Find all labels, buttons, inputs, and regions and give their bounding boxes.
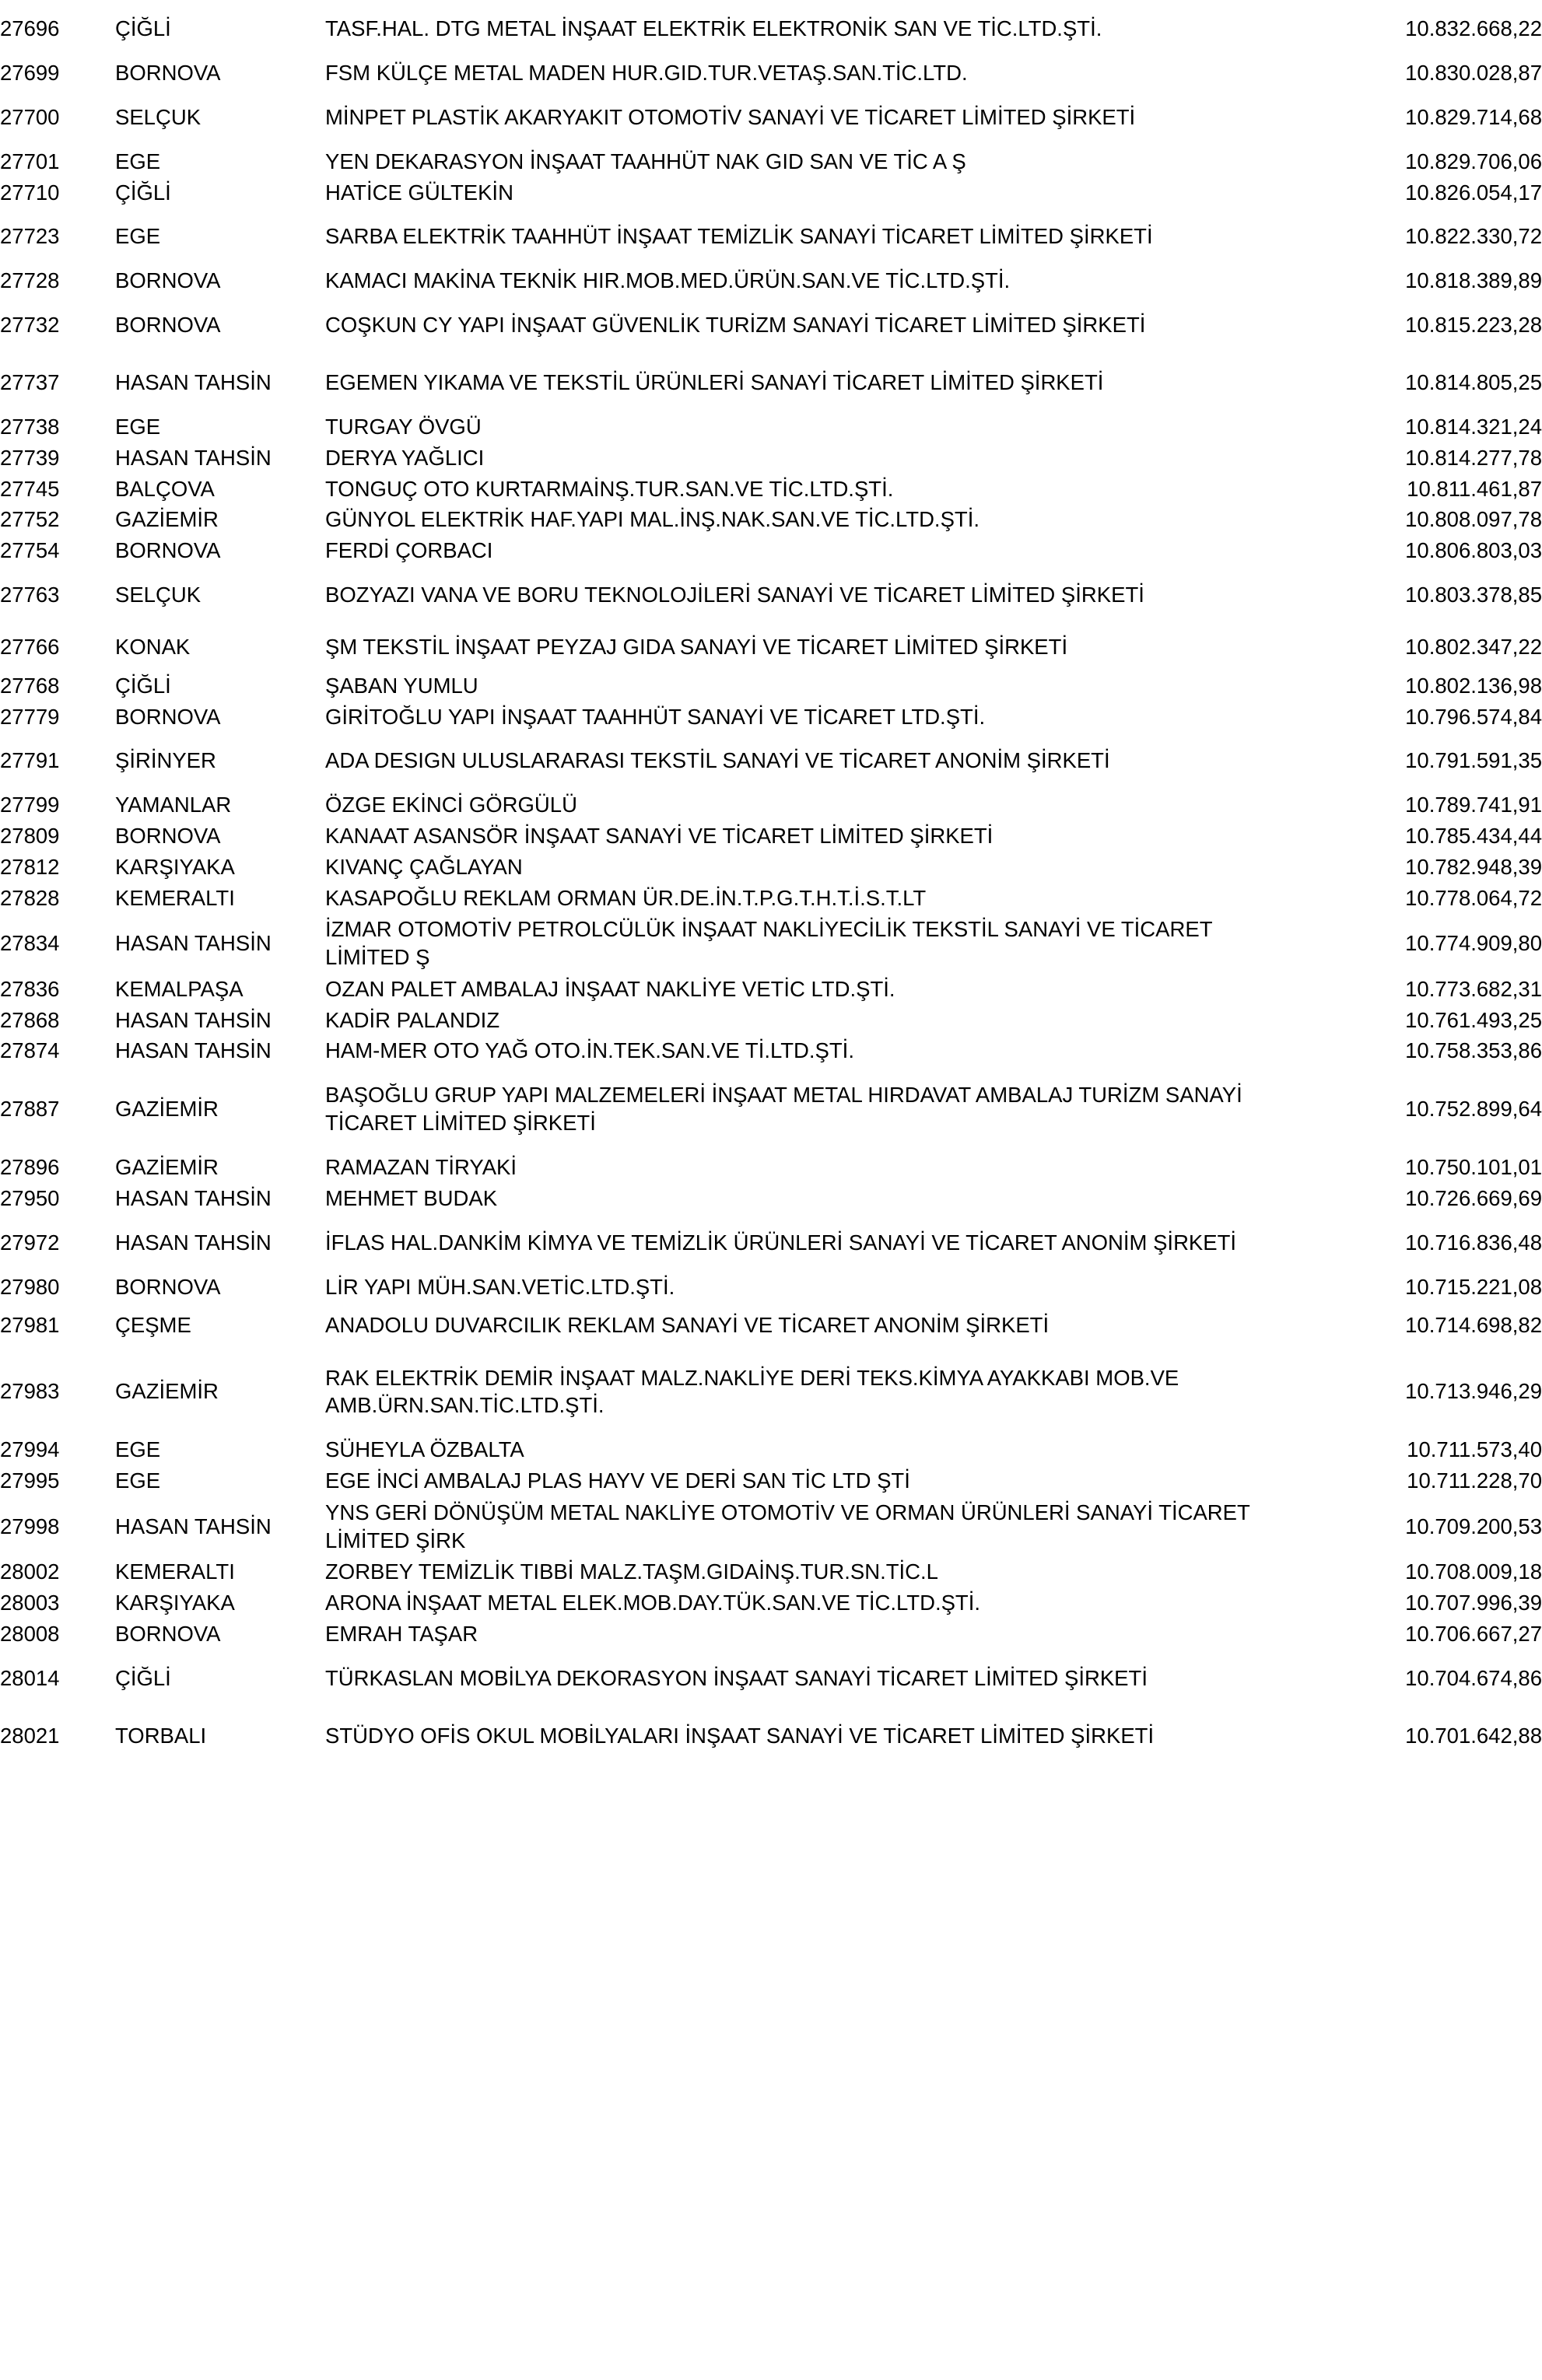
row-sequence-number: 27739: [0, 445, 60, 470]
row-amount: 10.802.347,22: [1405, 634, 1542, 659]
row-tax-office: BORNOVA: [115, 704, 221, 729]
row-taxpayer-title: [325, 974, 1278, 1005]
row-tax-office: TORBALI: [115, 1723, 207, 1748]
row-taxpayer-title: [325, 296, 1278, 354]
table-row: [0, 913, 1542, 974]
row-sequence-number: 27809: [0, 824, 60, 848]
row-taxpayer-title: [325, 504, 1278, 535]
table-row: [0, 1465, 1542, 1496]
taxpayer-title-text: KANAAT ASANSÖR İNŞAAT SANAYİ VE TİCARET LİMİTED ŞİRKETİ: [325, 824, 994, 848]
row-amount: 10.709.200,53: [1405, 1514, 1542, 1538]
row-taxpayer-title: [325, 732, 1278, 789]
row-tax-office: HASAN TAHSİN: [115, 1038, 272, 1063]
row-amount: 10.829.706,06: [1405, 149, 1542, 173]
row-taxpayer-title: [325, 670, 1278, 702]
row-tax-office: ÇİĞLİ: [115, 16, 171, 41]
row-sequence-number: 27998: [0, 1514, 60, 1538]
row-tax-office: SELÇUK: [115, 104, 202, 129]
row-tax-office: HASAN TAHSİN: [115, 1007, 272, 1032]
table-row: [0, 883, 1542, 914]
row-taxpayer-title: [325, 265, 1278, 296]
taxpayer-title-text: ÖZGE EKİNCİ GÖRGÜLÜ: [325, 793, 577, 817]
row-sequence-number: 27732: [0, 313, 60, 338]
taxpayer-title-text: EMRAH TAŞAR: [325, 1621, 478, 1646]
table-row: [0, 208, 1542, 265]
table-row: [0, 1302, 1542, 1349]
row-sequence-number: 27981: [0, 1313, 60, 1338]
table-row: [0, 265, 1542, 296]
row-tax-office: ÇİĞLİ: [115, 673, 171, 698]
row-taxpayer-title: [325, 1152, 1278, 1183]
row-taxpayer-title: [325, 1302, 1278, 1349]
table-row: [0, 0, 1542, 58]
row-sequence-number: 27799: [0, 793, 60, 817]
table-row: [0, 296, 1542, 354]
row-amount: 10.822.330,72: [1405, 224, 1542, 249]
row-amount: 10.774.909,80: [1405, 931, 1542, 956]
row-sequence-number: 28008: [0, 1621, 60, 1646]
table-row: [0, 1035, 1542, 1066]
row-tax-office: KARŞIYAKA: [115, 1591, 235, 1615]
row-amount: 10.791.591,35: [1405, 748, 1542, 773]
taxpayer-title-text: RAMAZAN TİRYAKİ: [325, 1155, 517, 1179]
row-taxpayer-title: [325, 1587, 1278, 1619]
taxpayer-title-text: BAŞOĞLU GRUP YAPI MALZEMELERİ İNŞAAT METAL HIRDAVAT AMBALAJ TURİZM SANAYİ TİCARET LİMİTED ŞİRKETİ: [325, 1083, 1242, 1135]
taxpayer-title-text: TURGAY ÖVGÜ: [325, 415, 482, 439]
table-row: [0, 1434, 1542, 1465]
table-row: [0, 1005, 1542, 1036]
row-amount: 10.782.948,39: [1405, 854, 1542, 879]
row-amount: 10.750.101,01: [1405, 1155, 1542, 1179]
table-row: [0, 702, 1542, 733]
row-amount: 10.796.574,84: [1405, 704, 1542, 729]
row-taxpayer-title: [325, 1434, 1278, 1465]
row-amount: 10.711.228,70: [1407, 1468, 1542, 1493]
row-amount: 10.829.714,68: [1405, 104, 1542, 129]
row-taxpayer-title: [325, 852, 1278, 883]
table-row: [0, 852, 1542, 883]
row-amount: 10.811.461,87: [1407, 476, 1542, 501]
table-row: [0, 821, 1542, 852]
row-taxpayer-title: [325, 58, 1278, 89]
row-taxpayer-title: [325, 89, 1278, 146]
row-sequence-number: 27791: [0, 748, 60, 773]
taxpayer-title-text: BOZYAZI VANA VE BORU TEKNOLOJİLERİ SANAYİ VE TİCARET LİMİTED ŞİRKETİ: [325, 582, 1144, 607]
taxpayer-title-text: TASF.HAL. DTG METAL İNŞAAT ELEKTRİK ELEKTRONİK SAN VE TİC.LTD.ŞTİ.: [325, 16, 1102, 41]
row-tax-office: BORNOVA: [115, 61, 221, 85]
row-taxpayer-title: [325, 566, 1278, 624]
row-amount: 10.808.097,78: [1405, 507, 1542, 532]
row-tax-office: YAMANLAR: [115, 793, 232, 817]
taxpayer-title-text: GİRİTOĞLU YAPI İNŞAAT TAAHHÜT SANAYİ VE TİCARET LTD.ŞTİ.: [325, 704, 986, 729]
row-tax-office: ŞİRİNYER: [115, 748, 216, 773]
row-amount: 10.761.493,25: [1405, 1007, 1542, 1032]
taxpayer-title-text: OZAN PALET AMBALAJ İNŞAAT NAKLİYE VETİC LTD.ŞTİ.: [325, 976, 895, 1001]
row-tax-office: HASAN TAHSİN: [115, 1514, 272, 1538]
row-taxpayer-title: [325, 1214, 1278, 1272]
table-row: [0, 1152, 1542, 1183]
row-tax-office: ÇİĞLİ: [115, 180, 171, 205]
row-tax-office: KEMERALTI: [115, 885, 235, 910]
row-taxpayer-title: [325, 146, 1278, 177]
row-sequence-number: 27728: [0, 268, 60, 293]
table-row: [0, 89, 1542, 146]
row-amount: 10.785.434,44: [1405, 824, 1542, 848]
row-sequence-number: 27766: [0, 634, 60, 659]
taxpayer-title-text: KASAPOĞLU REKLAM ORMAN ÜR.DE.İN.T.P.G.T.H.T.İ.S.T.LT: [325, 885, 927, 910]
table-row: [0, 624, 1542, 670]
row-amount: 10.713.946,29: [1405, 1379, 1542, 1404]
row-tax-office: HASAN TAHSİN: [115, 931, 272, 956]
row-amount: 10.711.573,40: [1407, 1437, 1542, 1462]
row-taxpayer-title: [325, 354, 1278, 411]
row-taxpayer-title: [325, 883, 1278, 914]
row-tax-office: HASAN TAHSİN: [115, 370, 272, 395]
row-sequence-number: 27896: [0, 1155, 60, 1179]
taxpayer-title-text: SÜHEYLA ÖZBALTA: [325, 1437, 524, 1462]
row-sequence-number: 27710: [0, 180, 60, 205]
table-row: [0, 443, 1542, 474]
row-taxpayer-title: [325, 821, 1278, 852]
table-row: [0, 354, 1542, 411]
row-tax-office: GAZİEMİR: [115, 507, 219, 532]
row-tax-office: HASAN TAHSİN: [115, 1230, 272, 1255]
row-tax-office: EGE: [115, 1468, 161, 1493]
row-sequence-number: 27828: [0, 885, 60, 910]
table-row: [0, 504, 1542, 535]
row-sequence-number: 28021: [0, 1723, 60, 1748]
table-row: [0, 1587, 1542, 1619]
row-sequence-number: 27972: [0, 1230, 60, 1255]
table-row: [0, 474, 1542, 505]
row-tax-office: KEMERALTI: [115, 1559, 235, 1584]
row-tax-office: EGE: [115, 149, 161, 173]
table-row: [0, 58, 1542, 89]
row-taxpayer-title: [325, 177, 1278, 208]
taxpayer-title-text: EGEMEN YIKAMA VE TEKSTİL ÜRÜNLERİ SANAYİ TİCARET LİMİTED ŞİRKETİ: [325, 370, 1104, 395]
taxpayer-title-text: LİR YAPI MÜH.SAN.VETİC.LTD.ŞTİ.: [325, 1274, 675, 1299]
row-sequence-number: 27723: [0, 224, 60, 249]
row-amount: 10.830.028,87: [1405, 61, 1542, 85]
row-sequence-number: 27995: [0, 1468, 60, 1493]
taxpayer-title-text: FSM KÜLÇE METAL MADEN HUR.GID.TUR.VETAŞ.SAN.TİC.LTD.: [325, 61, 968, 85]
row-taxpayer-title: [325, 411, 1278, 443]
taxpayer-title-text: ŞM TEKSTİL İNŞAAT PEYZAJ GIDA SANAYİ VE TİCARET LİMİTED ŞİRKETİ: [325, 634, 1068, 659]
row-sequence-number: 27950: [0, 1185, 60, 1210]
table-row: [0, 1214, 1542, 1272]
row-amount: 10.802.136,98: [1405, 673, 1542, 698]
row-amount: 10.814.277,78: [1405, 445, 1542, 470]
row-taxpayer-title: [325, 1272, 1278, 1303]
table-row: [0, 1650, 1542, 1707]
taxpayer-title-text: MEHMET BUDAK: [325, 1185, 498, 1210]
row-tax-office: KONAK: [115, 634, 191, 659]
row-tax-office: ÇİĞLİ: [115, 1665, 171, 1690]
row-sequence-number: 27836: [0, 976, 60, 1001]
row-taxpayer-title: [325, 789, 1278, 821]
row-taxpayer-title: [325, 443, 1278, 474]
row-taxpayer-title: [325, 702, 1278, 733]
row-sequence-number: 28003: [0, 1591, 60, 1615]
row-taxpayer-title: [325, 1005, 1278, 1036]
row-sequence-number: 27752: [0, 507, 60, 532]
taxpayer-title-text: SARBA ELEKTRİK TAAHHÜT İNŞAAT TEMİZLİK SANAYİ TİCARET LİMİTED ŞİRKETİ: [325, 224, 1153, 249]
taxpayer-title-text: YNS GERİ DÖNÜŞÜM METAL NAKLİYE OTOMOTİV VE ORMAN ÜRÜNLERİ SANAYİ TİCARET LİMİTED ŞİRK: [325, 1500, 1250, 1552]
taxpayer-title-text: TÜRKASLAN MOBİLYA DEKORASYON İNŞAAT SANAYİ TİCARET LİMİTED ŞİRKETİ: [325, 1665, 1148, 1690]
row-sequence-number: 27887: [0, 1097, 60, 1122]
table-row: [0, 177, 1542, 208]
taxpayer-title-text: HATİCE GÜLTEKİN: [325, 180, 513, 205]
row-amount: 10.715.221,08: [1405, 1274, 1542, 1299]
table-row: [0, 1707, 1542, 1765]
table-row: [0, 535, 1542, 566]
row-amount: 10.826.054,17: [1405, 180, 1542, 205]
row-sequence-number: 27768: [0, 673, 60, 698]
taxpayer-title-text: YEN DEKARASYON İNŞAAT TAAHHÜT NAK GID SAN VE TİC A Ş: [325, 149, 966, 173]
taxpayer-title-text: İFLAS HAL.DANKİM KİMYA VE TEMİZLİK ÜRÜNLERİ SANAYİ VE TİCARET ANONİM ŞİRKETİ: [325, 1230, 1237, 1255]
taxpayer-title-text: ZORBEY TEMİZLİK TIBBİ MALZ.TAŞM.GIDAİNŞ.TUR.SN.TİC.L: [325, 1559, 938, 1584]
row-tax-office: GAZİEMİR: [115, 1155, 219, 1179]
row-amount: 10.752.899,64: [1405, 1097, 1542, 1122]
table-row: [0, 1619, 1542, 1650]
row-taxpayer-title: [325, 0, 1278, 58]
taxpayer-title-text: KADİR PALANDIZ: [325, 1007, 500, 1032]
row-taxpayer-title: [325, 1619, 1278, 1650]
row-amount: 10.714.698,82: [1405, 1313, 1542, 1338]
table-row: [0, 146, 1542, 177]
table-row: [0, 670, 1542, 702]
row-amount: 10.832.668,22: [1405, 16, 1542, 41]
row-tax-office: EGE: [115, 1437, 161, 1462]
taxpayer-title-text: ARONA İNŞAAT METAL ELEK.MOB.DAY.TÜK.SAN.VE TİC.LTD.ŞTİ.: [325, 1591, 981, 1615]
taxpayer-title-text: STÜDYO OFİS OKUL MOBİLYALARI İNŞAAT SANAYİ VE TİCARET LİMİTED ŞİRKETİ: [325, 1723, 1155, 1748]
row-tax-office: GAZİEMİR: [115, 1097, 219, 1122]
row-tax-office: BORNOVA: [115, 538, 221, 562]
row-taxpayer-title: [325, 1183, 1278, 1214]
row-tax-office: KEMALPAŞA: [115, 976, 244, 1001]
taxpayer-title-text: ŞABAN YUMLU: [325, 673, 478, 698]
row-taxpayer-title: [325, 1035, 1278, 1066]
row-tax-office: BORNOVA: [115, 268, 221, 293]
row-taxpayer-title: [325, 1349, 1278, 1434]
row-taxpayer-title: [325, 913, 1278, 974]
row-sequence-number: 27696: [0, 16, 60, 41]
table-row: [0, 1272, 1542, 1303]
row-amount: 10.789.741,91: [1405, 793, 1542, 817]
row-tax-office: SELÇUK: [115, 582, 202, 607]
table-row: [0, 732, 1542, 789]
row-sequence-number: 27834: [0, 931, 60, 956]
row-amount: 10.773.682,31: [1405, 976, 1542, 1001]
taxpayer-title-text: İZMAR OTOMOTİV PETROLCÜLÜK İNŞAAT NAKLİYECİLİK TEKSTİL SANAYİ VE TİCARET LİMİTED Ş: [325, 917, 1213, 969]
row-sequence-number: 27700: [0, 104, 60, 129]
row-sequence-number: 27738: [0, 415, 60, 439]
taxpayer-title-text: DERYA YAĞLICI: [325, 445, 485, 470]
row-tax-office: BORNOVA: [115, 1621, 221, 1646]
row-amount: 10.806.803,03: [1405, 538, 1542, 562]
taxpayer-title-text: KAMACI MAKİNA TEKNİK HIR.MOB.MED.ÜRÜN.SAN.VE TİC.LTD.ŞTİ.: [325, 268, 1011, 293]
row-tax-office: ÇEŞME: [115, 1313, 191, 1338]
row-tax-office: EGE: [115, 224, 161, 249]
row-amount: 10.716.836,48: [1405, 1230, 1542, 1255]
row-sequence-number: 27868: [0, 1007, 60, 1032]
row-taxpayer-title: [325, 1496, 1278, 1557]
row-amount: 10.815.223,28: [1405, 313, 1542, 338]
row-taxpayer-title: [325, 1465, 1278, 1496]
row-amount: 10.818.389,89: [1405, 268, 1542, 293]
row-taxpayer-title: [325, 1650, 1278, 1707]
row-amount: 10.701.642,88: [1405, 1723, 1542, 1748]
taxpayer-title-text: RAK ELEKTRİK DEMİR İNŞAAT MALZ.NAKLİYE DERİ TEKS.KİMYA AYAKKABI MOB.VE AMB.ÜRN.SAN.TİC.LTD.ŞTİ.: [325, 1365, 1179, 1418]
table-row: [0, 1496, 1542, 1557]
row-tax-office: GAZİEMİR: [115, 1379, 219, 1404]
table-row: [0, 974, 1542, 1005]
table-row: [0, 1066, 1542, 1152]
taxpayer-title-text: EGE İNCİ AMBALAJ PLAS HAYV VE DERİ SAN TİC LTD ŞTİ: [325, 1468, 910, 1493]
row-sequence-number: 27994: [0, 1437, 60, 1462]
row-taxpayer-title: [325, 1707, 1278, 1765]
row-amount: 10.803.378,85: [1405, 582, 1542, 607]
taxpayer-title-text: FERDİ ÇORBACI: [325, 538, 493, 562]
taxpayer-title-text: TONGUÇ OTO KURTARMAİNŞ.TUR.SAN.VE TİC.LTD.ŞTİ.: [325, 476, 894, 501]
row-sequence-number: 27812: [0, 854, 60, 879]
row-amount: 10.814.805,25: [1405, 370, 1542, 395]
row-amount: 10.704.674,86: [1405, 1665, 1542, 1690]
taxpayer-title-text: HAM-MER OTO YAĞ OTO.İN.TEK.SAN.VE Tİ.LTD.ŞTİ.: [325, 1038, 854, 1063]
row-amount: 10.758.353,86: [1405, 1038, 1542, 1063]
row-tax-office: BORNOVA: [115, 1274, 221, 1299]
row-sequence-number: 27763: [0, 582, 60, 607]
row-sequence-number: 27745: [0, 476, 60, 501]
row-taxpayer-title: [325, 474, 1278, 505]
table-row: [0, 411, 1542, 443]
row-taxpayer-title: [325, 208, 1278, 265]
row-sequence-number: 28002: [0, 1559, 60, 1584]
row-taxpayer-title: [325, 1556, 1278, 1587]
row-sequence-number: 27779: [0, 704, 60, 729]
row-tax-office: HASAN TAHSİN: [115, 445, 272, 470]
row-tax-office: BORNOVA: [115, 824, 221, 848]
taxpayer-title-text: COŞKUN CY YAPI İNŞAAT GÜVENLİK TURİZM SANAYİ TİCARET LİMİTED ŞİRKETİ: [325, 313, 1146, 338]
table-row: [0, 1183, 1542, 1214]
row-tax-office: EGE: [115, 415, 161, 439]
row-sequence-number: 27701: [0, 149, 60, 173]
row-tax-office: BORNOVA: [115, 313, 221, 338]
row-sequence-number: 27737: [0, 370, 60, 395]
row-tax-office: KARŞIYAKA: [115, 854, 235, 879]
row-tax-office: BALÇOVA: [115, 476, 215, 501]
row-sequence-number: 27980: [0, 1274, 60, 1299]
row-tax-office: HASAN TAHSİN: [115, 1185, 272, 1210]
taxpayer-title-text: ANADOLU DUVARCILIK REKLAM SANAYİ VE TİCARET ANONİM ŞİRKETİ: [325, 1313, 1050, 1338]
table-row: [0, 1349, 1542, 1434]
row-taxpayer-title: [325, 535, 1278, 566]
taxpayer-title-text: ADA DESIGN ULUSLARARASI TEKSTİL SANAYİ VE TİCARET ANONİM ŞİRKETİ: [325, 748, 1110, 773]
row-amount: 10.778.064,72: [1405, 885, 1542, 910]
row-sequence-number: 27699: [0, 61, 60, 85]
row-taxpayer-title: [325, 1066, 1278, 1152]
taxpayer-title-text: MİNPET PLASTİK AKARYAKIT OTOMOTİV SANAYİ VE TİCARET LİMİTED ŞİRKETİ: [325, 104, 1136, 129]
row-amount: 10.726.669,69: [1405, 1185, 1542, 1210]
taxpayer-title-text: GÜNYOL ELEKTRİK HAF.YAPI MAL.İNŞ.NAK.SAN.VE TİC.LTD.ŞTİ.: [325, 507, 980, 532]
row-sequence-number: 28014: [0, 1665, 60, 1690]
row-amount: 10.706.667,27: [1405, 1621, 1542, 1646]
row-sequence-number: 27983: [0, 1379, 60, 1404]
row-amount: 10.707.996,39: [1405, 1591, 1542, 1615]
row-taxpayer-title: [325, 624, 1278, 670]
row-amount: 10.708.009,18: [1405, 1559, 1542, 1584]
row-sequence-number: 27874: [0, 1038, 60, 1063]
row-sequence-number: 27754: [0, 538, 60, 562]
taxpayer-title-text: KIVANÇ ÇAĞLAYAN: [325, 854, 523, 879]
table-row: [0, 566, 1542, 624]
row-amount: 10.814.321,24: [1405, 415, 1542, 439]
table-row: [0, 789, 1542, 821]
table-row: [0, 1556, 1542, 1587]
